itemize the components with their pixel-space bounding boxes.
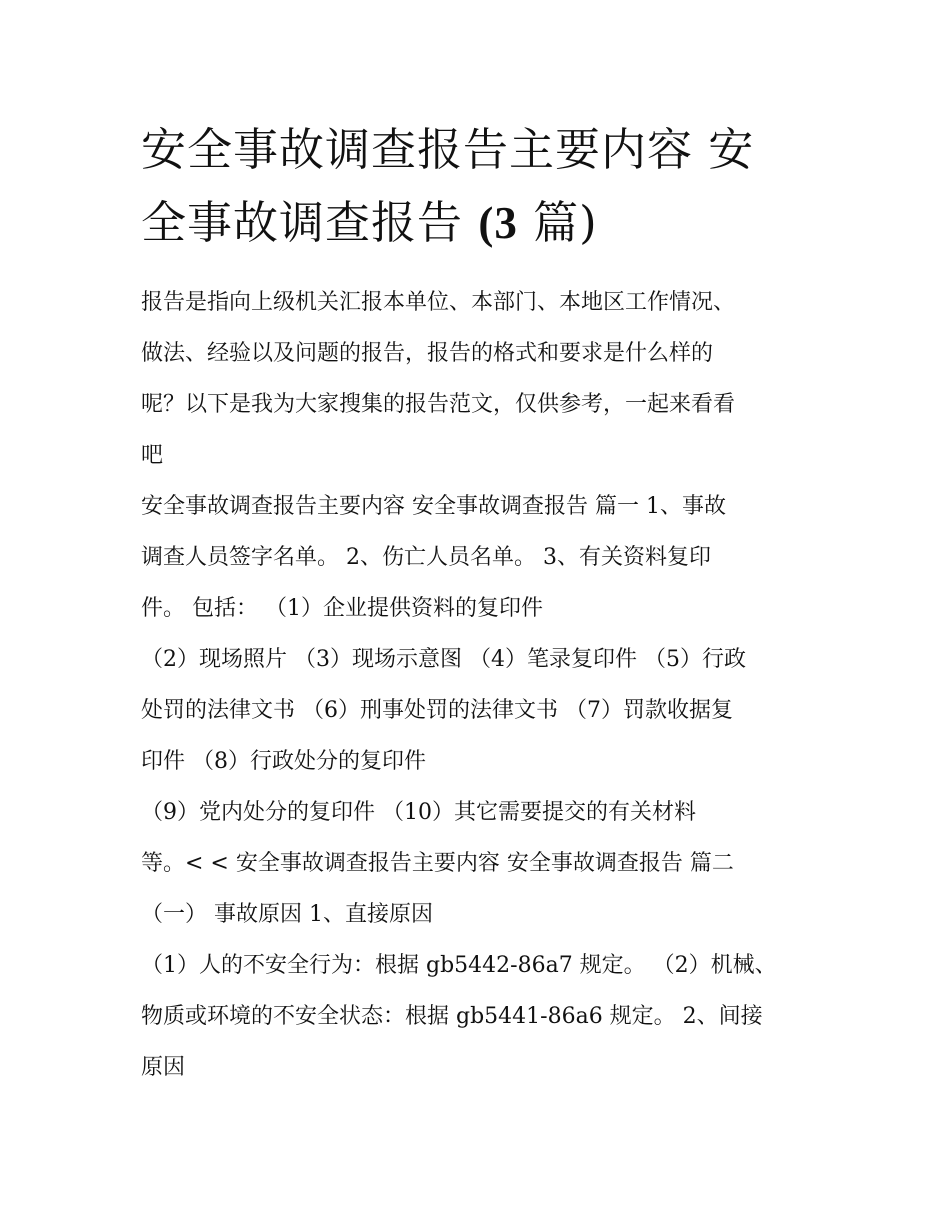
body-line: （一） 事故原因 1、直接原因 bbox=[141, 902, 433, 927]
body-line: 报告是指向上级机关汇报本单位、本部门、本地区工作情况、 bbox=[141, 290, 736, 315]
document-body bbox=[141, 277, 821, 1093]
title-count-suffix: 篇) bbox=[517, 196, 598, 249]
body-line: 处罚的法律文书 （6）刑事处罚的法律文书 （7）罚款收据复 bbox=[141, 698, 733, 723]
body-line: 原因 bbox=[141, 1055, 186, 1080]
body-line: 做法、经验以及问题的报告，报告的格式和要求是什么样的 bbox=[141, 341, 714, 366]
title-count: 3 bbox=[494, 198, 518, 248]
title-open-paren: ( bbox=[478, 198, 495, 248]
title-line-1: 安全事故调查报告主要内容 安 bbox=[141, 123, 755, 176]
body-line: 等。< < 安全事故调查报告主要内容 安全事故调查报告 篇二 bbox=[141, 851, 734, 876]
document-title bbox=[141, 113, 821, 260]
body-line: 吧 bbox=[141, 443, 164, 468]
body-line: 件。 包括： （1）企业提供资料的复印件 bbox=[141, 596, 543, 621]
body-line: 印件 （8）行政处分的复印件 bbox=[141, 749, 426, 774]
title-line-2-text: 全事故调查报告 bbox=[141, 196, 479, 249]
body-line: 安全事故调查报告主要内容 安全事故调查报告 篇一 1、事故 bbox=[141, 494, 726, 519]
title-line-2 bbox=[141, 186, 821, 260]
body-line: 调查人员签字名单。 2、伤亡人员名单。 3、有关资料复印 bbox=[141, 545, 711, 570]
body-line: 物质或环境的不安全状态：根据 gb5441-86a6 规定。 2、间接 bbox=[141, 1004, 763, 1029]
body-line: （9）党内处分的复印件 （10）其它需要提交的有关材料 bbox=[141, 800, 696, 825]
body-line: （1）人的不安全行为：根据 gb5442-86a7 规定。 （2）机械、 bbox=[141, 953, 777, 978]
body-line: （2）现场照片 （3）现场示意图 （4）笔录复印件 （5）行政 bbox=[141, 647, 746, 672]
body-line: 呢？以下是我为大家搜集的报告范文，仅供参考，一起来看看 bbox=[141, 392, 736, 417]
